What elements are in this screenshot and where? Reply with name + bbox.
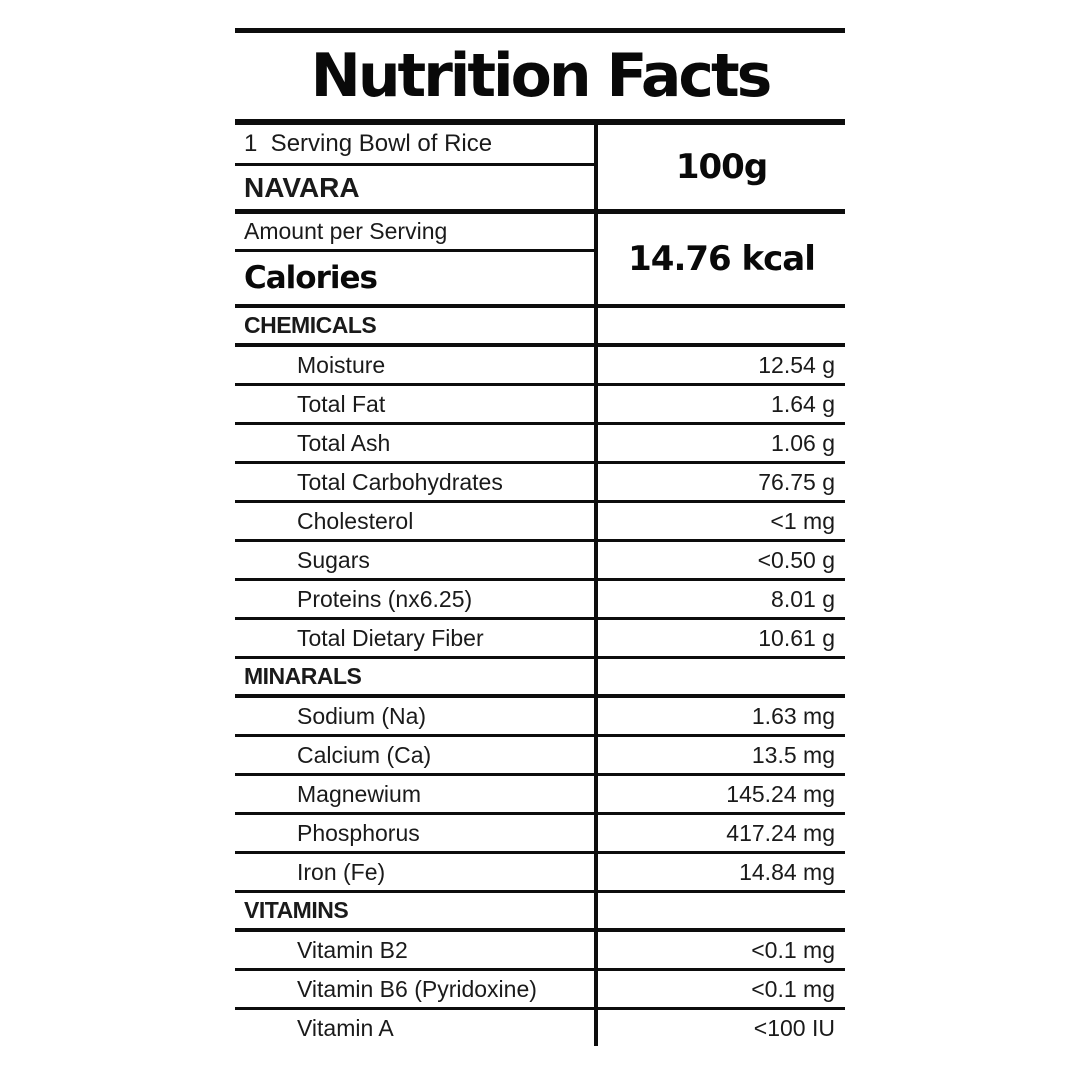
product-name: NAVARA	[244, 171, 360, 203]
nutrient-label: Total Dietary Fiber	[235, 620, 598, 656]
nutrient-table	[235, 308, 845, 1046]
section-header-row	[235, 659, 845, 698]
table-row	[235, 854, 845, 893]
nutrient-value: <0.1 mg	[751, 936, 835, 963]
nutrient-value: <100 IU	[753, 1014, 835, 1041]
table-row	[235, 386, 845, 425]
nutrient-label: Vitamin B6 (Pyridoxine)	[235, 971, 598, 1007]
nutrient-label: Total Fat	[235, 386, 598, 422]
nutrient-value: <0.50 g	[757, 546, 835, 573]
table-row	[235, 815, 845, 854]
nutrient-label: Total Carbohydrates	[235, 464, 598, 500]
table-row	[235, 971, 845, 1010]
section-title: CHEMICALS	[235, 308, 598, 343]
table-row	[235, 620, 845, 659]
table-row	[235, 503, 845, 542]
nutrient-label: Calcium (Ca)	[235, 737, 598, 773]
nutrient-value: 13.5 mg	[751, 741, 835, 768]
nutrient-value: 12.54 g	[758, 351, 835, 378]
label-title: Nutrition Facts	[235, 33, 845, 125]
section-value	[598, 893, 845, 928]
table-row	[235, 464, 845, 503]
nutrient-value: <1 mg	[770, 507, 835, 534]
nutrient-label: Sugars	[235, 542, 598, 578]
nutrient-value: 76.75 g	[758, 468, 835, 495]
nutrient-value: <0.1 mg	[751, 975, 835, 1002]
nutrient-label: Proteins (nx6.25)	[235, 581, 598, 617]
nutrient-label: Total Ash	[235, 425, 598, 461]
nutrient-label: Vitamin A	[235, 1010, 598, 1046]
section-title: VITAMINS	[235, 893, 598, 928]
calories-label: Calories	[244, 260, 377, 296]
serving-left-column	[235, 125, 598, 209]
calories-value: 14.76 kcal	[628, 239, 815, 279]
nutrient-value: 1.63 mg	[751, 702, 835, 729]
table-row	[235, 932, 845, 971]
table-row	[235, 347, 845, 386]
nutrient-value: 145.24 mg	[726, 780, 835, 807]
table-row	[235, 581, 845, 620]
section-header-row	[235, 893, 845, 932]
nutrient-label: Magnewium	[235, 776, 598, 812]
nutrient-value: 10.61 g	[758, 624, 835, 651]
nutrient-value: 417.24 mg	[726, 819, 835, 846]
nutrient-label: Iron (Fe)	[235, 854, 598, 890]
calories-block	[235, 214, 845, 308]
serving-size-value: 100g	[675, 147, 768, 187]
table-row	[235, 425, 845, 464]
table-row	[235, 1010, 845, 1046]
section-header-row	[235, 308, 845, 347]
nutrient-label: Cholesterol	[235, 503, 598, 539]
table-row	[235, 737, 845, 776]
nutrient-value: 14.84 mg	[739, 858, 835, 885]
table-row	[235, 542, 845, 581]
serving-block	[235, 125, 845, 214]
calories-left-column	[235, 214, 598, 304]
nutrient-value: 1.06 g	[771, 429, 835, 456]
section-value	[598, 659, 845, 694]
nutrient-value: 1.64 g	[771, 390, 835, 417]
table-row	[235, 698, 845, 737]
section-title: MINARALS	[235, 659, 598, 694]
nutrient-label: Sodium (Na)	[235, 698, 598, 734]
amount-per-serving-label: Amount per Serving	[235, 214, 594, 252]
nutrition-facts-label	[235, 28, 845, 1046]
section-value	[598, 308, 845, 343]
nutrient-label: Vitamin B2	[235, 932, 598, 968]
nutrient-label: Phosphorus	[235, 815, 598, 851]
serving-description: 1 Serving Bowl of Rice	[235, 125, 594, 166]
table-row	[235, 776, 845, 815]
nutrient-label: Moisture	[235, 347, 598, 383]
nutrient-value: 8.01 g	[771, 585, 835, 612]
